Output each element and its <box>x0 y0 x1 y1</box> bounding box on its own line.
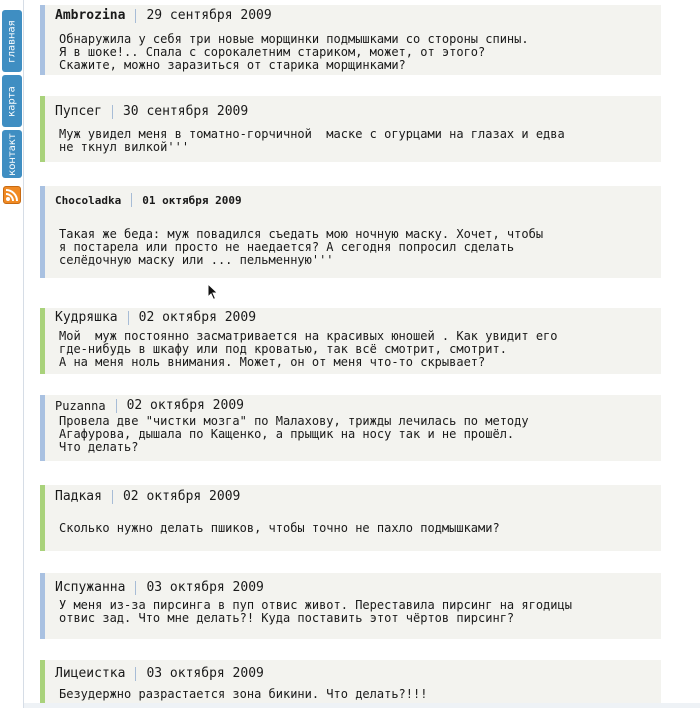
comment-post <box>40 308 661 374</box>
comment-post <box>40 660 661 703</box>
post-header <box>55 310 256 325</box>
post-header <box>55 666 264 681</box>
post-header <box>55 489 240 504</box>
divider <box>135 581 136 595</box>
post-author[interactable]: Puzanna <box>55 398 106 413</box>
divider <box>112 490 113 504</box>
comment-post <box>40 485 661 551</box>
divider <box>116 399 117 413</box>
divider <box>135 9 136 23</box>
post-text: Обнаружила у себя три новые морщинки подмышками со стороны спины. Я в шоке!.. Спала с сорокалетним стариком, может, от этого? Скажите, можно заразиться от старика морщинками? <box>59 32 529 72</box>
comment-post <box>40 5 661 75</box>
post-author[interactable]: Лицеистка <box>55 666 126 681</box>
post-author[interactable]: Кудряшка <box>55 310 118 325</box>
post-date: 03 октября 2009 <box>146 580 264 595</box>
post-date: 01 октября 2009 <box>142 193 242 207</box>
tab-map-label: карта <box>6 85 18 117</box>
side-navigation <box>0 0 24 708</box>
comment-post <box>40 96 661 162</box>
cursor-glyph <box>207 283 219 301</box>
post-author[interactable]: Испужанна <box>55 580 126 595</box>
post-text: Провела две "чистки мозга" по Малахову, трижды лечилась по методу Агафурова, дышала по Кащенко, а прыщик на носу так и не прошёл. Что делать? <box>59 414 529 454</box>
post-date: 02 октября 2009 <box>122 489 241 504</box>
post-date: 02 октября 2009 <box>138 310 257 325</box>
post-date: 02 октября 2009 <box>126 398 244 413</box>
comment-post <box>40 573 661 639</box>
post-text: Сколько нужно делать пшиков, чтобы точно не пахло подмышками? <box>59 521 500 535</box>
rss-glyph <box>4 187 20 203</box>
post-header <box>55 8 272 23</box>
divider <box>112 105 113 119</box>
post-author[interactable]: Падкая <box>55 489 102 504</box>
post-header <box>55 104 248 119</box>
divider <box>135 667 136 681</box>
post-text: Мой муж постоянно засматривается на красивых юношей . Как увидит его где-нибудь в шкафу или под кроватью, так всё смотрит, смотрит. А на меня ноль внимания. Может, он от меня что-то скрывает? <box>59 329 558 369</box>
post-author[interactable]: Chocoladka <box>55 193 122 207</box>
post-text: Такая же беда: муж повадился съедать мою ночную маску. Хочет, чтобы я постарела или просто не наедается? А сегодня попросил сделать селёдочную маску или ... пельменную''' <box>59 227 544 267</box>
post-date: 03 октября 2009 <box>146 666 264 681</box>
post-header <box>55 398 244 413</box>
tab-contact[interactable] <box>2 130 22 178</box>
post-date: 29 сентября 2009 <box>146 8 272 23</box>
mouse-cursor-icon <box>207 283 219 305</box>
post-author[interactable]: Пупсег <box>55 104 102 119</box>
tab-map[interactable] <box>2 75 22 127</box>
post-header <box>55 193 242 207</box>
post-text: Безудержно разрастается зона бикини. Что делать?!!! <box>59 687 428 701</box>
post-text: Муж увидел меня в томатно-горчичной маске с огурцами на глазах и едва не ткнул вилкой''' <box>59 127 565 154</box>
post-author[interactable]: Ambrozina <box>55 8 126 23</box>
tab-main[interactable] <box>2 10 22 72</box>
post-date: 30 сентября 2009 <box>122 104 249 119</box>
post-text: У меня из-за пирсинга в пуп отвис живот. Переставила пирсинг на ягодицы отвис зад. Что мне делать?! Куда поставить этот чёртов пирсинг? <box>59 598 572 625</box>
divider <box>131 193 132 207</box>
comment-post <box>40 186 661 278</box>
tab-main-label: главная <box>6 19 18 63</box>
rss-icon[interactable] <box>3 186 21 204</box>
post-header <box>55 580 264 595</box>
tab-contact-label: контакт <box>6 132 18 176</box>
comment-post <box>40 395 661 461</box>
divider <box>128 311 129 325</box>
page-bottom-edge <box>24 703 700 708</box>
